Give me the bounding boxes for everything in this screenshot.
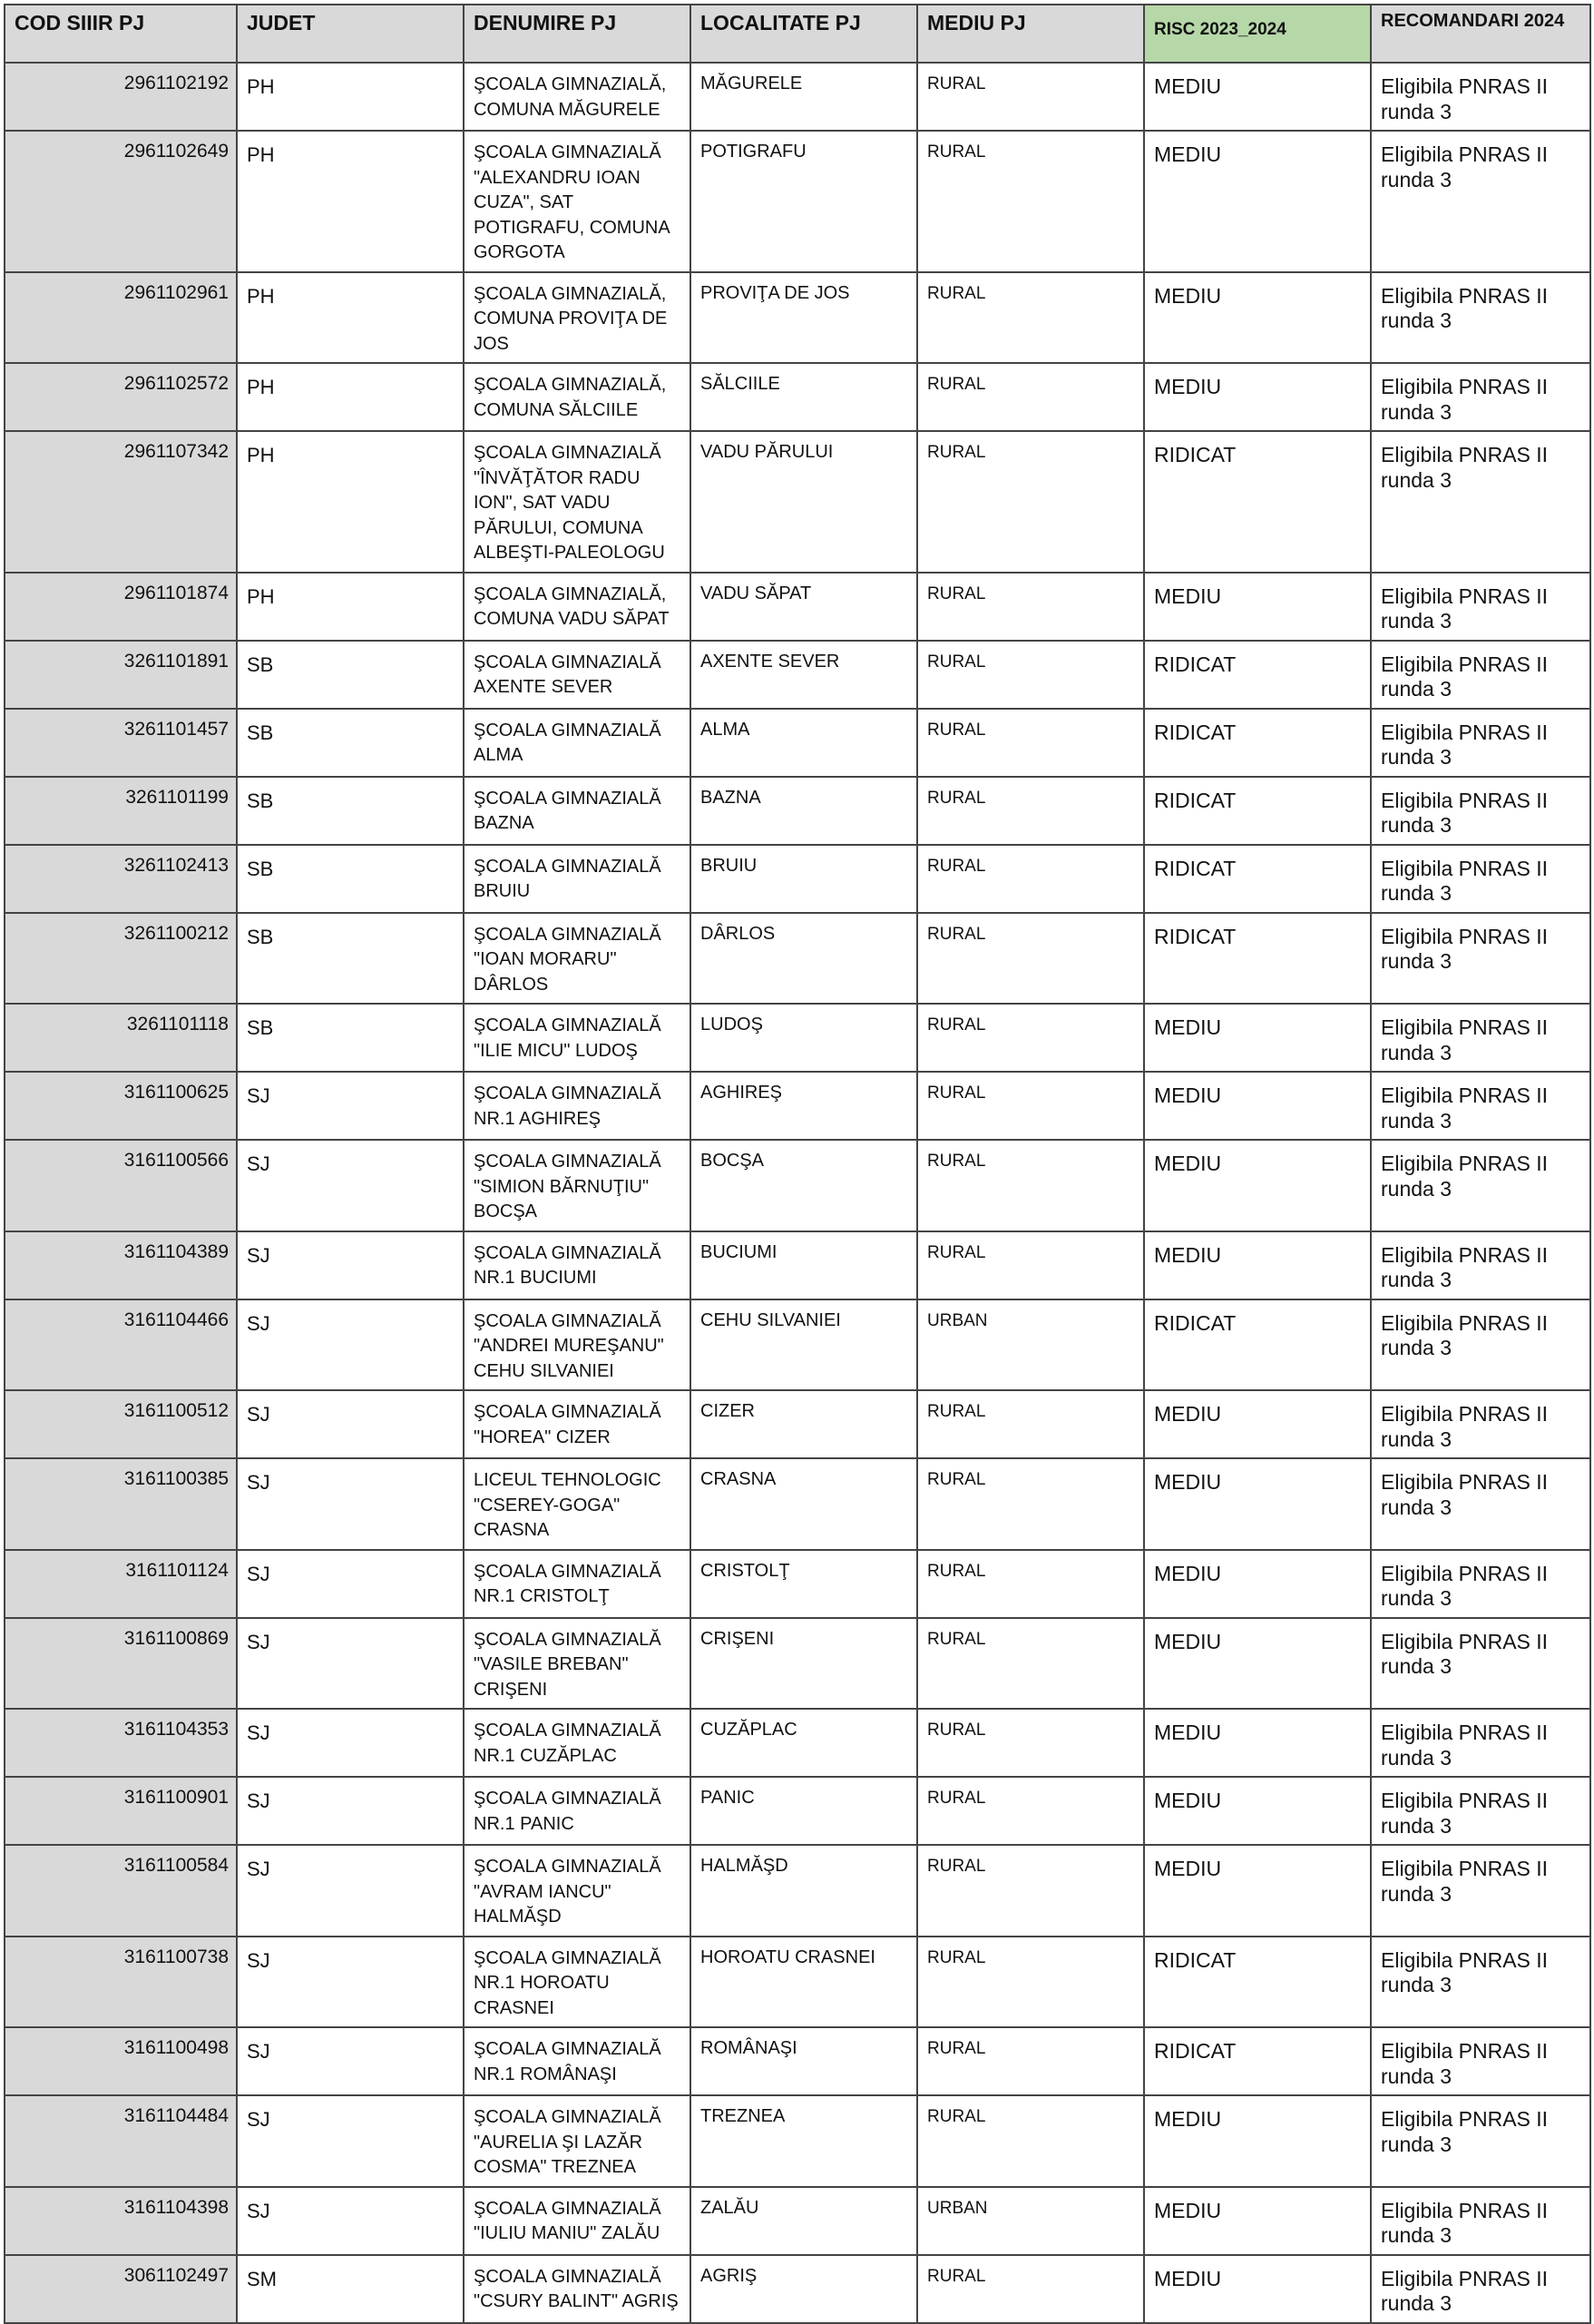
recomandari-cell: Eligibila PNRAS II runda 3	[1371, 1777, 1590, 1845]
cod-siiir-cell: 2961102961	[5, 272, 237, 364]
table-row	[5, 1072, 1590, 1140]
table-row	[5, 2027, 1590, 2095]
mediu-cell: RURAL	[917, 1072, 1144, 1140]
denumire-cell: ŞCOALA GIMNAZIALĂ NR.1 PANIC	[464, 1777, 690, 1845]
localitate-cell: BRUIU	[690, 845, 917, 913]
risc-cell: RIDICAT	[1144, 1937, 1371, 2028]
table-row	[5, 431, 1590, 573]
judet-cell: PH	[237, 131, 464, 272]
localitate-cell: SĂLCIILE	[690, 363, 917, 431]
judet-cell: SJ	[237, 1777, 464, 1845]
cod-siiir-cell: 2961102192	[5, 63, 237, 131]
denumire-cell: ŞCOALA GIMNAZIALĂ, COMUNA SĂLCIILE	[464, 363, 690, 431]
mediu-cell: URBAN	[917, 1299, 1144, 1391]
table-row	[5, 1390, 1590, 1458]
recomandari-cell: Eligibila PNRAS II runda 3	[1371, 1004, 1590, 1072]
localitate-cell: CRASNA	[690, 1458, 917, 1550]
header-cod-siiir: COD SIIIR PJ	[5, 5, 237, 63]
risc-cell: MEDIU	[1144, 1618, 1371, 1710]
mediu-cell: RURAL	[917, 1458, 1144, 1550]
denumire-cell: ŞCOALA GIMNAZIALĂ NR.1 AGHIREŞ	[464, 1072, 690, 1140]
judet-cell: SJ	[237, 1618, 464, 1710]
recomandari-cell: Eligibila PNRAS II runda 3	[1371, 1550, 1590, 1618]
cod-siiir-cell: 3261101457	[5, 709, 237, 777]
localitate-cell: CRIŞENI	[690, 1618, 917, 1710]
cod-siiir-cell: 3161104466	[5, 1299, 237, 1391]
risc-cell: MEDIU	[1144, 1709, 1371, 1777]
denumire-cell: ŞCOALA GIMNAZIALĂ AXENTE SEVER	[464, 641, 690, 709]
localitate-cell: MĂGURELE	[690, 63, 917, 131]
cod-siiir-cell: 3161104389	[5, 1231, 237, 1299]
denumire-cell: ŞCOALA GIMNAZIALĂ "ÎNVĂŢĂTOR RADU ION", SAT VADU PĂRULUI, COMUNA ALBEŞTI-PALEOLOGU	[464, 431, 690, 573]
risc-cell: MEDIU	[1144, 2255, 1371, 2323]
recomandari-cell: Eligibila PNRAS II runda 3	[1371, 1390, 1590, 1458]
schools-sheet	[4, 4, 1589, 2324]
localitate-cell: VADU PĂRULUI	[690, 431, 917, 573]
mediu-cell: RURAL	[917, 1937, 1144, 2028]
denumire-cell: ŞCOALA GIMNAZIALĂ "VASILE BREBAN" CRIŞENI	[464, 1618, 690, 1710]
risc-cell: RIDICAT	[1144, 845, 1371, 913]
cod-siiir-cell: 3061102497	[5, 2255, 237, 2323]
localitate-cell: AXENTE SEVER	[690, 641, 917, 709]
cod-siiir-cell: 3161100566	[5, 1140, 237, 1231]
mediu-cell: RURAL	[917, 2027, 1144, 2095]
cod-siiir-cell: 3161104398	[5, 2187, 237, 2255]
denumire-cell: ŞCOALA GIMNAZIALĂ "CSURY BALINT" AGRIŞ	[464, 2255, 690, 2323]
localitate-cell: POTIGRAFU	[690, 131, 917, 272]
cod-siiir-cell: 2961102649	[5, 131, 237, 272]
risc-cell: MEDIU	[1144, 2187, 1371, 2255]
recomandari-cell: Eligibila PNRAS II runda 3	[1371, 2187, 1590, 2255]
recomandari-cell: Eligibila PNRAS II runda 3	[1371, 777, 1590, 845]
denumire-cell: ŞCOALA GIMNAZIALĂ NR.1 CUZĂPLAC	[464, 1709, 690, 1777]
recomandari-cell: Eligibila PNRAS II runda 3	[1371, 1458, 1590, 1550]
cod-siiir-cell: 3161100625	[5, 1072, 237, 1140]
localitate-cell: CUZĂPLAC	[690, 1709, 917, 1777]
mediu-cell: RURAL	[917, 641, 1144, 709]
table-row	[5, 1550, 1590, 1618]
recomandari-cell: Eligibila PNRAS II runda 3	[1371, 1231, 1590, 1299]
localitate-cell: ALMA	[690, 709, 917, 777]
risc-cell: MEDIU	[1144, 63, 1371, 131]
recomandari-cell: Eligibila PNRAS II runda 3	[1371, 272, 1590, 364]
cod-siiir-cell: 3161100738	[5, 1937, 237, 2028]
localitate-cell: CEHU SILVANIEI	[690, 1299, 917, 1391]
table-row	[5, 913, 1590, 1005]
table-row	[5, 1937, 1590, 2028]
mediu-cell: RURAL	[917, 1231, 1144, 1299]
recomandari-cell: Eligibila PNRAS II runda 3	[1371, 845, 1590, 913]
mediu-cell: RURAL	[917, 1390, 1144, 1458]
risc-cell: RIDICAT	[1144, 641, 1371, 709]
risc-cell: RIDICAT	[1144, 913, 1371, 1005]
recomandari-cell: Eligibila PNRAS II runda 3	[1371, 1845, 1590, 1937]
mediu-cell: RURAL	[917, 431, 1144, 573]
recomandari-cell: Eligibila PNRAS II runda 3	[1371, 1140, 1590, 1231]
localitate-cell: BOCŞA	[690, 1140, 917, 1231]
risc-cell: MEDIU	[1144, 1231, 1371, 1299]
recomandari-cell: Eligibila PNRAS II runda 3	[1371, 709, 1590, 777]
denumire-cell: LICEUL TEHNOLOGIC "CSEREY-GOGA" CRASNA	[464, 1458, 690, 1550]
denumire-cell: ŞCOALA GIMNAZIALĂ BAZNA	[464, 777, 690, 845]
localitate-cell: PANIC	[690, 1777, 917, 1845]
judet-cell: SJ	[237, 2095, 464, 2187]
risc-cell: MEDIU	[1144, 1072, 1371, 1140]
judet-cell: PH	[237, 272, 464, 364]
judet-cell: SJ	[237, 1709, 464, 1777]
judet-cell: SB	[237, 709, 464, 777]
denumire-cell: ŞCOALA GIMNAZIALĂ BRUIU	[464, 845, 690, 913]
mediu-cell: RURAL	[917, 1550, 1144, 1618]
denumire-cell: ŞCOALA GIMNAZIALĂ, COMUNA MĂGURELE	[464, 63, 690, 131]
judet-cell: SJ	[237, 2187, 464, 2255]
table-row	[5, 709, 1590, 777]
recomandari-cell: Eligibila PNRAS II runda 3	[1371, 63, 1590, 131]
recomandari-cell: Eligibila PNRAS II runda 3	[1371, 2027, 1590, 2095]
cod-siiir-cell: 3261102413	[5, 845, 237, 913]
cod-siiir-cell: 3161100512	[5, 1390, 237, 1458]
table-row	[5, 1231, 1590, 1299]
table-row	[5, 363, 1590, 431]
judet-cell: SB	[237, 845, 464, 913]
table-row	[5, 272, 1590, 364]
table-row	[5, 1299, 1590, 1391]
risc-cell: MEDIU	[1144, 272, 1371, 364]
recomandari-cell: Eligibila PNRAS II runda 3	[1371, 131, 1590, 272]
denumire-cell: ŞCOALA GIMNAZIALĂ "AURELIA ŞI LAZĂR COSMA" TREZNEA	[464, 2095, 690, 2187]
denumire-cell: ŞCOALA GIMNAZIALĂ "HOREA" CIZER	[464, 1390, 690, 1458]
risc-cell: MEDIU	[1144, 1458, 1371, 1550]
judet-cell: SJ	[237, 1072, 464, 1140]
cod-siiir-cell: 3261101199	[5, 777, 237, 845]
localitate-cell: HOROATU CRASNEI	[690, 1937, 917, 2028]
risc-cell: MEDIU	[1144, 1390, 1371, 1458]
recomandari-cell: Eligibila PNRAS II runda 3	[1371, 1072, 1590, 1140]
mediu-cell: RURAL	[917, 1709, 1144, 1777]
denumire-cell: ŞCOALA GIMNAZIALĂ "SIMION BĂRNUŢIU" BOCŞA	[464, 1140, 690, 1231]
table-row	[5, 1140, 1590, 1231]
table-row	[5, 1618, 1590, 1710]
denumire-cell: ŞCOALA GIMNAZIALĂ NR.1 CRISTOLŢ	[464, 1550, 690, 1618]
denumire-cell: ŞCOALA GIMNAZIALĂ NR.1 ROMÂNAŞI	[464, 2027, 690, 2095]
table-row	[5, 2187, 1590, 2255]
localitate-cell: CRISTOLŢ	[690, 1550, 917, 1618]
judet-cell: SB	[237, 777, 464, 845]
table-row	[5, 777, 1590, 845]
denumire-cell: ŞCOALA GIMNAZIALĂ "ALEXANDRU IOAN CUZA", SAT POTIGRAFU, COMUNA GORGOTA	[464, 131, 690, 272]
header-risc: RISC 2023_2024	[1144, 5, 1371, 63]
judet-cell: SJ	[237, 1390, 464, 1458]
recomandari-cell: Eligibila PNRAS II runda 3	[1371, 573, 1590, 641]
denumire-cell: ŞCOALA GIMNAZIALĂ NR.1 HOROATU CRASNEI	[464, 1937, 690, 2028]
judet-cell: SJ	[237, 2027, 464, 2095]
mediu-cell: RURAL	[917, 709, 1144, 777]
mediu-cell: RURAL	[917, 2095, 1144, 2187]
cod-siiir-cell: 3261101891	[5, 641, 237, 709]
risc-cell: MEDIU	[1144, 1550, 1371, 1618]
header-denumire: DENUMIRE PJ	[464, 5, 690, 63]
localitate-cell: ROMÂNAŞI	[690, 2027, 917, 2095]
cod-siiir-cell: 3161100901	[5, 1777, 237, 1845]
mediu-cell: RURAL	[917, 363, 1144, 431]
judet-cell: SJ	[237, 1299, 464, 1391]
judet-cell: SJ	[237, 1937, 464, 2028]
judet-cell: SJ	[237, 1458, 464, 1550]
recomandari-cell: Eligibila PNRAS II runda 3	[1371, 1618, 1590, 1710]
judet-cell: SB	[237, 1004, 464, 1072]
mediu-cell: RURAL	[917, 1140, 1144, 1231]
cod-siiir-cell: 3161100584	[5, 1845, 237, 1937]
judet-cell: SJ	[237, 1231, 464, 1299]
denumire-cell: ŞCOALA GIMNAZIALĂ "ILIE MICU" LUDOŞ	[464, 1004, 690, 1072]
risc-cell: MEDIU	[1144, 363, 1371, 431]
localitate-cell: TREZNEA	[690, 2095, 917, 2187]
recomandari-cell: Eligibila PNRAS II runda 3	[1371, 1709, 1590, 1777]
mediu-cell: URBAN	[917, 2187, 1144, 2255]
denumire-cell: ŞCOALA GIMNAZIALĂ, COMUNA VADU SĂPAT	[464, 573, 690, 641]
judet-cell: SJ	[237, 1140, 464, 1231]
mediu-cell: RURAL	[917, 1845, 1144, 1937]
table-row	[5, 1777, 1590, 1845]
denumire-cell: ŞCOALA GIMNAZIALĂ "ANDREI MUREŞANU" CEHU SILVANIEI	[464, 1299, 690, 1391]
table-row	[5, 131, 1590, 272]
mediu-cell: RURAL	[917, 272, 1144, 364]
risc-cell: RIDICAT	[1144, 709, 1371, 777]
cod-siiir-cell: 2961102572	[5, 363, 237, 431]
risc-cell: MEDIU	[1144, 573, 1371, 641]
localitate-cell: CIZER	[690, 1390, 917, 1458]
cod-siiir-cell: 3161100498	[5, 2027, 237, 2095]
table-row	[5, 63, 1590, 131]
denumire-cell: ŞCOALA GIMNAZIALĂ ALMA	[464, 709, 690, 777]
mediu-cell: RURAL	[917, 2255, 1144, 2323]
cod-siiir-cell: 3261100212	[5, 913, 237, 1005]
recomandari-cell: Eligibila PNRAS II runda 3	[1371, 363, 1590, 431]
localitate-cell: VADU SĂPAT	[690, 573, 917, 641]
schools-table	[4, 4, 1591, 2324]
risc-cell: MEDIU	[1144, 1777, 1371, 1845]
mediu-cell: RURAL	[917, 63, 1144, 131]
header-recomandari: RECOMANDARI 2024	[1371, 5, 1590, 63]
judet-cell: SJ	[237, 1550, 464, 1618]
judet-cell: PH	[237, 431, 464, 573]
mediu-cell: RURAL	[917, 1618, 1144, 1710]
risc-cell: MEDIU	[1144, 1845, 1371, 1937]
localitate-cell: AGRIŞ	[690, 2255, 917, 2323]
table-row	[5, 1458, 1590, 1550]
risc-cell: MEDIU	[1144, 1140, 1371, 1231]
denumire-cell: ŞCOALA GIMNAZIALĂ NR.1 BUCIUMI	[464, 1231, 690, 1299]
judet-cell: SB	[237, 641, 464, 709]
risc-cell: MEDIU	[1144, 1004, 1371, 1072]
cod-siiir-cell: 3261101118	[5, 1004, 237, 1072]
risc-cell: MEDIU	[1144, 2095, 1371, 2187]
recomandari-cell: Eligibila PNRAS II runda 3	[1371, 2255, 1590, 2323]
judet-cell: SB	[237, 913, 464, 1005]
denumire-cell: ŞCOALA GIMNAZIALĂ "IULIU MANIU" ZALĂU	[464, 2187, 690, 2255]
localitate-cell: HALMĂŞD	[690, 1845, 917, 1937]
table-row	[5, 1004, 1590, 1072]
risc-cell: RIDICAT	[1144, 1299, 1371, 1391]
judet-cell: SJ	[237, 1845, 464, 1937]
cod-siiir-cell: 2961101874	[5, 573, 237, 641]
localitate-cell: PROVIŢA DE JOS	[690, 272, 917, 364]
risc-cell: MEDIU	[1144, 131, 1371, 272]
localitate-cell: BAZNA	[690, 777, 917, 845]
cod-siiir-cell: 3161100869	[5, 1618, 237, 1710]
mediu-cell: RURAL	[917, 913, 1144, 1005]
table-row	[5, 1845, 1590, 1937]
table-body	[5, 63, 1590, 2323]
judet-cell: PH	[237, 363, 464, 431]
risc-cell: RIDICAT	[1144, 431, 1371, 573]
localitate-cell: AGHIREŞ	[690, 1072, 917, 1140]
localitate-cell: LUDOŞ	[690, 1004, 917, 1072]
recomandari-cell: Eligibila PNRAS II runda 3	[1371, 1299, 1590, 1391]
denumire-cell: ŞCOALA GIMNAZIALĂ "IOAN MORARU" DÂRLOS	[464, 913, 690, 1005]
judet-cell: PH	[237, 573, 464, 641]
table-row	[5, 573, 1590, 641]
header-judet: JUDET	[237, 5, 464, 63]
table-header	[5, 5, 1590, 63]
cod-siiir-cell: 3161100385	[5, 1458, 237, 1550]
mediu-cell: RURAL	[917, 1004, 1144, 1072]
cod-siiir-cell: 2961107342	[5, 431, 237, 573]
denumire-cell: ŞCOALA GIMNAZIALĂ, COMUNA PROVIŢA DE JOS	[464, 272, 690, 364]
recomandari-cell: Eligibila PNRAS II runda 3	[1371, 641, 1590, 709]
judet-cell: SM	[237, 2255, 464, 2323]
cod-siiir-cell: 3161104353	[5, 1709, 237, 1777]
localitate-cell: BUCIUMI	[690, 1231, 917, 1299]
cod-siiir-cell: 3161101124	[5, 1550, 237, 1618]
localitate-cell: DÂRLOS	[690, 913, 917, 1005]
table-row	[5, 845, 1590, 913]
recomandari-cell: Eligibila PNRAS II runda 3	[1371, 1937, 1590, 2028]
mediu-cell: RURAL	[917, 131, 1144, 272]
judet-cell: PH	[237, 63, 464, 131]
header-mediu: MEDIU PJ	[917, 5, 1144, 63]
recomandari-cell: Eligibila PNRAS II runda 3	[1371, 913, 1590, 1005]
risc-cell: RIDICAT	[1144, 2027, 1371, 2095]
denumire-cell: ŞCOALA GIMNAZIALĂ "AVRAM IANCU" HALMĂŞD	[464, 1845, 690, 1937]
risc-cell: RIDICAT	[1144, 777, 1371, 845]
table-row	[5, 2255, 1590, 2323]
mediu-cell: RURAL	[917, 845, 1144, 913]
mediu-cell: RURAL	[917, 573, 1144, 641]
table-row	[5, 2095, 1590, 2187]
cod-siiir-cell: 3161104484	[5, 2095, 237, 2187]
recomandari-cell: Eligibila PNRAS II runda 3	[1371, 431, 1590, 573]
header-row	[5, 5, 1590, 63]
table-row	[5, 1709, 1590, 1777]
table-row	[5, 641, 1590, 709]
localitate-cell: ZALĂU	[690, 2187, 917, 2255]
mediu-cell: RURAL	[917, 777, 1144, 845]
header-localitate: LOCALITATE PJ	[690, 5, 917, 63]
mediu-cell: RURAL	[917, 1777, 1144, 1845]
recomandari-cell: Eligibila PNRAS II runda 3	[1371, 2095, 1590, 2187]
